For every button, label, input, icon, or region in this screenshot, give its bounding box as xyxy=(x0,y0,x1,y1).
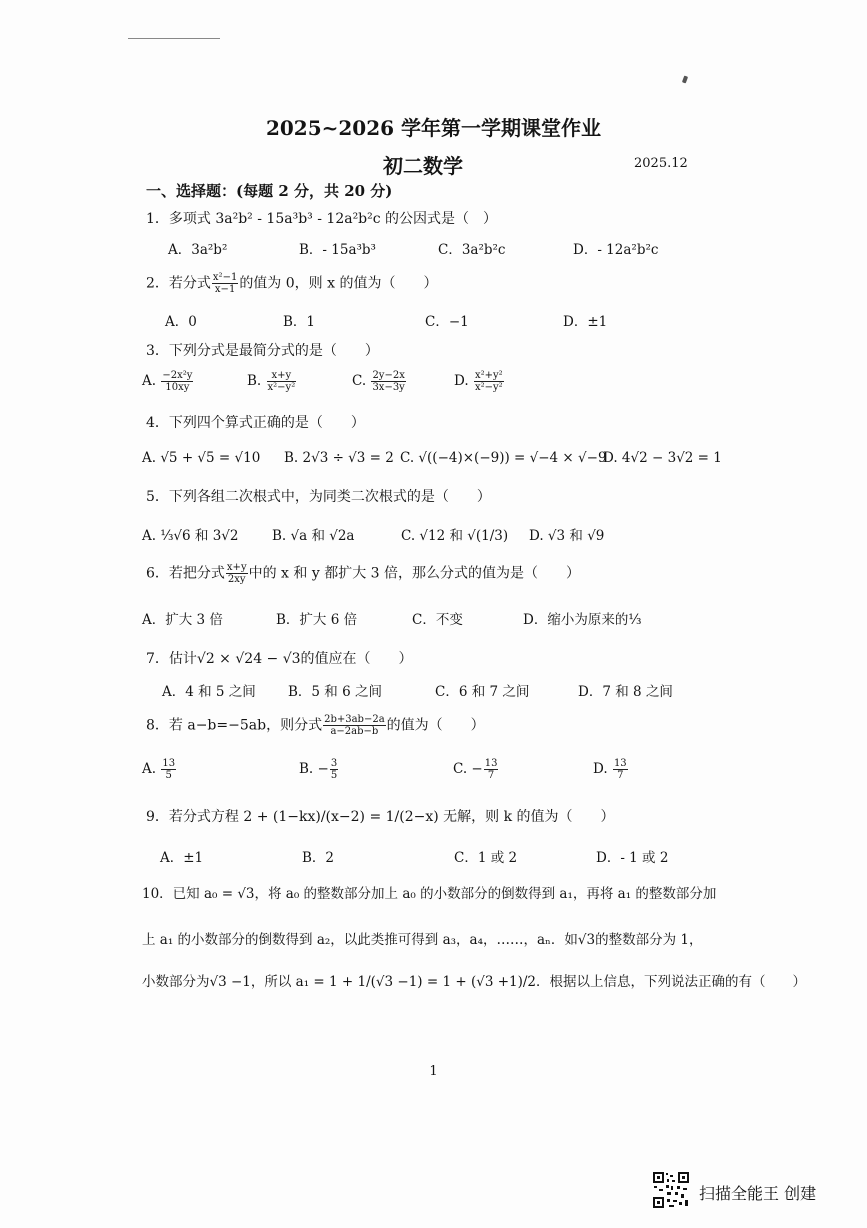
option-label: C. xyxy=(352,373,367,389)
question-10-line-3: 小数部分为√3 −1，所以 a₁ = 1 + 1/(√3 −1) = 1 + (√3 +1)/2．根据以上信息，下列说法正确的有（ ） xyxy=(142,974,806,990)
question-8-fraction xyxy=(323,714,386,737)
question-4-stem: 4．下列四个算式正确的是（ ） xyxy=(146,415,365,431)
question-4-option-b: B. 2√3 ÷ √3 = 2 xyxy=(284,450,394,466)
footer-text: 扫描全能王 创建 xyxy=(699,1184,817,1203)
fraction-numerator: 13 xyxy=(613,758,627,769)
question-6-fraction xyxy=(226,562,248,585)
qr-code-icon xyxy=(652,1171,690,1209)
question-2-option-d: D．±1 xyxy=(563,314,608,330)
question-5-stem: 5．下列各组二次根式中，为同类二次根式的是（ ） xyxy=(146,489,491,505)
fraction-denominator: 10xy xyxy=(165,382,190,393)
fraction-denominator: 5 xyxy=(330,770,338,781)
question-6-stem-pre: 6．若把分式 xyxy=(146,565,225,582)
question-1-stem: 1．多项式 3a²b² - 15a³b³ - 12a²b²c 的公因式是（ ） xyxy=(146,211,498,227)
fraction-denominator: 3x−3y xyxy=(372,382,405,393)
fraction-denominator: x²−y² xyxy=(474,382,503,393)
question-8-stem-post: 的值为（ ） xyxy=(386,717,485,734)
option-label: D. xyxy=(454,373,469,389)
fraction-denominator: 7 xyxy=(487,770,495,781)
question-7-option-d: D．7 和 8 之间 xyxy=(578,684,673,700)
question-6-stem-post: 中的 x 和 y 都扩大 3 倍，那么分式的值为是（ ） xyxy=(248,565,581,582)
question-9-stem: 9．若分式方程 2 + (1−kx)/(x−2) = 1/(2−x) 无解，则 k 的值为（ ） xyxy=(146,809,615,825)
option-label: A. xyxy=(142,761,157,777)
option-fraction xyxy=(474,370,504,393)
fraction-numerator: x²−1 xyxy=(212,272,238,283)
question-6-option-a: A．扩大 3 倍 xyxy=(142,612,223,628)
question-10-line-2: 上 a₁ 的小数部分的倒数得到 a₂，以此类推可得到 a₃，a₄，……，aₙ．如√3的整数部分为 1， xyxy=(142,932,703,948)
question-6-option-b: B．扩大 6 倍 xyxy=(276,612,358,628)
option-fraction xyxy=(330,758,338,781)
fraction-numerator: 13 xyxy=(484,758,498,769)
fraction-numerator: x+y xyxy=(226,562,247,573)
question-9-option-c: C．1 或 2 xyxy=(454,850,518,866)
page-number: 1 xyxy=(429,1064,438,1079)
question-5-option-a: A. ⅓√6 和 3√2 xyxy=(142,528,239,544)
question-9-option-a: A．±1 xyxy=(160,850,204,866)
fraction-denominator: 2xy xyxy=(227,574,246,585)
fraction-denominator: a−2ab−b xyxy=(330,726,379,737)
fraction-numerator: x+y xyxy=(267,370,297,382)
option-label: C. − xyxy=(453,761,483,777)
question-4-option-d: D. 4√2 − 3√2 = 1 xyxy=(603,450,722,466)
document-date: 2025.12 xyxy=(634,156,688,171)
fraction-numerator: 2b+3ab−2a xyxy=(324,714,385,725)
question-7-stem: 7．估计√2 × √24 − √3的值应在（ ） xyxy=(146,651,413,667)
option-fraction xyxy=(161,758,176,781)
question-2-stem-post: 的值为 0，则 x 的值为（ ） xyxy=(239,275,438,292)
question-7-option-a: A．4 和 5 之间 xyxy=(162,684,256,700)
question-6-option-c: C．不变 xyxy=(412,612,463,628)
question-3-option-c xyxy=(352,370,407,393)
question-3-stem: 3．下列分式是最简分式的是（ ） xyxy=(146,343,379,359)
fraction-denominator: 5 xyxy=(165,770,172,781)
question-1-option-a: A．3a²b² xyxy=(168,242,228,258)
option-fraction xyxy=(161,370,193,393)
question-3-option-a xyxy=(142,370,194,393)
question-2-stem xyxy=(146,272,437,295)
fraction-denominator: x²−y² xyxy=(267,382,296,393)
fraction-denominator: 7 xyxy=(617,770,624,781)
question-6-stem xyxy=(146,562,580,585)
option-label: A. xyxy=(142,373,157,389)
question-8-option-a xyxy=(142,758,177,781)
question-5-option-d: D. √3 和 √9 xyxy=(529,528,605,544)
question-9-option-b: B．2 xyxy=(302,850,335,866)
question-3-option-d xyxy=(454,370,505,393)
question-5-option-b: B. √a 和 √2a xyxy=(272,528,355,544)
question-2-option-c: C．−1 xyxy=(425,314,469,330)
question-8-option-c xyxy=(453,758,499,781)
scan-speck xyxy=(682,76,688,84)
fraction-denominator: x−1 xyxy=(214,284,236,295)
question-1-option-c: C．3a²b²c xyxy=(438,242,506,258)
question-2-option-a: A．0 xyxy=(165,314,197,330)
question-1-option-b: B．- 15a³b³ xyxy=(299,242,376,258)
question-2-stem-pre: 2．若分式 xyxy=(146,275,211,292)
scan-mark-line xyxy=(128,38,220,39)
question-7-option-b: B．5 和 6 之间 xyxy=(288,684,382,700)
question-4-option-c: C. √((−4)×(−9)) = √−4 × √−9 xyxy=(400,450,607,466)
option-label: B. xyxy=(247,373,262,389)
fraction-numerator: 13 xyxy=(162,758,176,769)
question-8-stem xyxy=(146,714,485,737)
section-heading: 一、选择题：(每题 2 分，共 20 分) xyxy=(146,182,393,200)
document-title: 2025~2026 学年第一学期课堂作业 xyxy=(265,116,602,140)
question-2-fraction xyxy=(212,272,238,295)
fraction-numerator: x²+y² xyxy=(474,370,503,381)
option-fraction xyxy=(267,370,297,393)
question-3-option-b xyxy=(247,370,297,393)
question-1-option-d: D．- 12a²b²c xyxy=(573,242,659,258)
question-6-option-d: D．缩小为原来的⅓ xyxy=(523,612,642,628)
subject-title: 初二数学 xyxy=(383,154,463,178)
question-4-option-a: A. √5 + √5 = √10 xyxy=(142,450,261,466)
question-2-option-b: B．1 xyxy=(283,314,316,330)
question-8-option-d xyxy=(593,758,629,781)
option-fraction xyxy=(371,370,405,393)
question-8-option-b xyxy=(299,758,339,781)
question-8-stem-pre: 8．若 a−b=−5ab，则分式 xyxy=(146,717,323,734)
option-label: B. − xyxy=(299,761,329,777)
question-5-option-c: C. √12 和 √(1/3) xyxy=(401,528,509,544)
question-10-line-1: 10．已知 a₀ = √3，将 a₀ 的整数部分加上 a₀ 的小数部分的倒数得到 a₁，再将 a₁ 的整数部分加 xyxy=(142,886,717,902)
question-7-option-c: C．6 和 7 之间 xyxy=(435,684,530,700)
fraction-numerator: −2x²y xyxy=(162,370,193,381)
question-9-option-d: D．- 1 或 2 xyxy=(596,850,669,866)
option-label: D. xyxy=(593,761,608,777)
fraction-numerator: 3 xyxy=(330,758,338,769)
option-fraction xyxy=(484,758,499,781)
fraction-numerator: 2y−2x xyxy=(372,370,405,381)
option-fraction xyxy=(613,758,628,781)
